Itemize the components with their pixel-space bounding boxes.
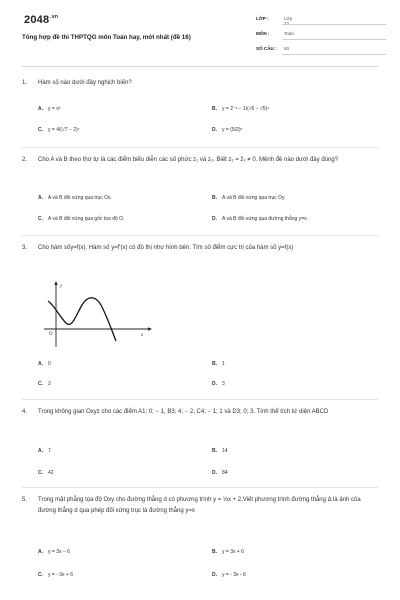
option-b[interactable]	[212, 549, 244, 555]
option-letter: A.	[38, 448, 43, 454]
question-number: 1.	[22, 80, 28, 86]
option-text: y = - 3x + 6	[48, 572, 74, 578]
option-letter: A.	[38, 361, 43, 367]
logo-text: 2048	[24, 14, 50, 26]
option-text: 84	[222, 470, 228, 476]
question-divider	[22, 235, 378, 236]
origin-label: O	[49, 332, 53, 337]
option-text: 2	[48, 381, 51, 387]
meta-divider	[282, 54, 386, 55]
document-title: Tổng hợp đề thi THPTQG môn Toán hay, mới nhất (đề 16)	[22, 34, 191, 41]
option-text: A và B đối xứng qua trục Oy.	[222, 195, 286, 201]
option-d[interactable]	[212, 470, 228, 476]
question-text: Cho A và B theo thứ tự là các điểm biểu diễn các số phức z₁ và z₂. Biết z₁ = z̄₂ ≠ 0. Mệnh đề nào dưới đây đúng?	[38, 157, 338, 163]
option-letter: B.	[212, 361, 217, 367]
derivative-curve	[48, 298, 116, 341]
option-letter: D.	[212, 572, 217, 578]
option-c[interactable]	[38, 381, 51, 387]
option-a[interactable]	[38, 448, 51, 454]
option-d[interactable]	[212, 127, 242, 133]
meta-subject-key: MÔN :	[256, 31, 270, 36]
option-a[interactable]	[38, 549, 70, 555]
option-text: y = (5/2)ˣ	[222, 127, 243, 133]
question-number: 3.	[22, 245, 28, 251]
option-letter: C.	[38, 216, 43, 222]
option-letter: B.	[212, 106, 217, 112]
option-b[interactable]	[212, 448, 228, 454]
option-text: 1	[222, 361, 225, 367]
document-header	[0, 0, 400, 62]
question-divider	[22, 487, 378, 488]
option-a[interactable]	[38, 361, 51, 367]
option-c[interactable]	[38, 216, 124, 222]
option-text: y = x²	[48, 106, 61, 112]
option-text: A và B đối xứng qua gốc tọa độ O.	[48, 216, 125, 222]
meta-count-key: SỐ CÂU :	[256, 46, 277, 51]
option-b[interactable]	[212, 361, 225, 367]
option-letter: D.	[212, 381, 217, 387]
option-d[interactable]	[212, 381, 225, 387]
option-text: y = 3x + 6	[222, 549, 244, 555]
question-number: 5.	[22, 497, 28, 503]
option-letter: C.	[38, 381, 43, 387]
meta-grade-key: LỚP :	[256, 16, 269, 21]
option-text: 0	[48, 361, 51, 367]
option-text: y = 4/(√7 − 2)ˣ	[48, 127, 80, 133]
option-letter: B.	[212, 549, 217, 555]
option-letter: D.	[212, 470, 217, 476]
meta-divider	[282, 39, 386, 40]
meta-divider	[282, 24, 386, 25]
option-text: A và B đối xứng qua đường thẳng y=x.	[222, 216, 309, 222]
option-letter: D.	[212, 127, 217, 133]
option-letter: B.	[212, 448, 217, 454]
option-text: 3	[222, 381, 225, 387]
option-b[interactable]	[212, 195, 286, 201]
option-a[interactable]	[38, 195, 112, 201]
option-letter: C.	[38, 127, 43, 133]
meta-count-value: 50	[284, 46, 290, 51]
option-letter: D.	[212, 216, 217, 222]
option-letter: B.	[212, 195, 217, 201]
question-number: 2.	[22, 157, 28, 163]
meta-subject-value: Toán	[284, 31, 294, 36]
option-letter: A.	[38, 549, 43, 555]
question-divider	[22, 147, 378, 148]
option-c[interactable]	[38, 470, 54, 476]
question-number: 4.	[22, 409, 28, 415]
meta-grade-value: Lớp 12	[284, 16, 293, 26]
option-text: y = - 3x - 6	[222, 572, 246, 578]
y-axis-label: y	[60, 284, 63, 289]
logo-suffix: .vn	[50, 14, 59, 21]
option-text: 42	[48, 470, 54, 476]
option-d[interactable]	[212, 572, 246, 578]
option-letter: C.	[38, 572, 43, 578]
option-text: 7	[48, 448, 51, 454]
question-text: Trong không gian Oxyz cho các điểm A1; 0; − 1, B3; 4; − 2, C4; − 1; 1 và D3; 0; 3. Tính thể tích tứ diện ABCD	[38, 409, 329, 415]
option-text: y = 3x − 6	[48, 549, 70, 555]
header-divider	[22, 66, 378, 67]
option-a[interactable]	[38, 106, 60, 112]
option-text: y = 2⁻ˣ − 1/(√6 − √5)ˣ	[222, 106, 269, 112]
option-d[interactable]	[212, 216, 308, 222]
option-letter: A.	[38, 195, 43, 201]
question-divider	[22, 399, 378, 400]
x-axis-arrow	[148, 327, 152, 330]
question-text: Cho hàm sốy=f(x). Hàm số y=f'(x) có đồ thị như hình bên. Tìm số điểm cực trị của hàm số y=f(x)	[38, 245, 294, 251]
question-text: Hàm số nào dưới đây nghịch biến?	[38, 80, 132, 86]
option-text: A và B đối xứng qua trục Ox.	[48, 195, 112, 201]
option-c[interactable]	[38, 572, 73, 578]
y-axis-arrow	[54, 281, 57, 285]
option-letter: A.	[38, 106, 43, 112]
site-logo[interactable]	[24, 14, 58, 26]
option-b[interactable]	[212, 106, 269, 112]
x-axis-label: x	[141, 333, 144, 338]
question-text: Trong mặt phẳng tọa độ Oxy cho đường thẳng d có phương trình y = ⅓x + 2.Viết phương trình đường thẳng Δ là ảnh của đường thẳng d qua phép đối xứng trục là đường thẳng y=x	[38, 497, 361, 514]
option-c[interactable]	[38, 127, 79, 133]
derivative-graph	[42, 279, 152, 349]
option-text: 14	[222, 448, 228, 454]
option-letter: C.	[38, 470, 43, 476]
